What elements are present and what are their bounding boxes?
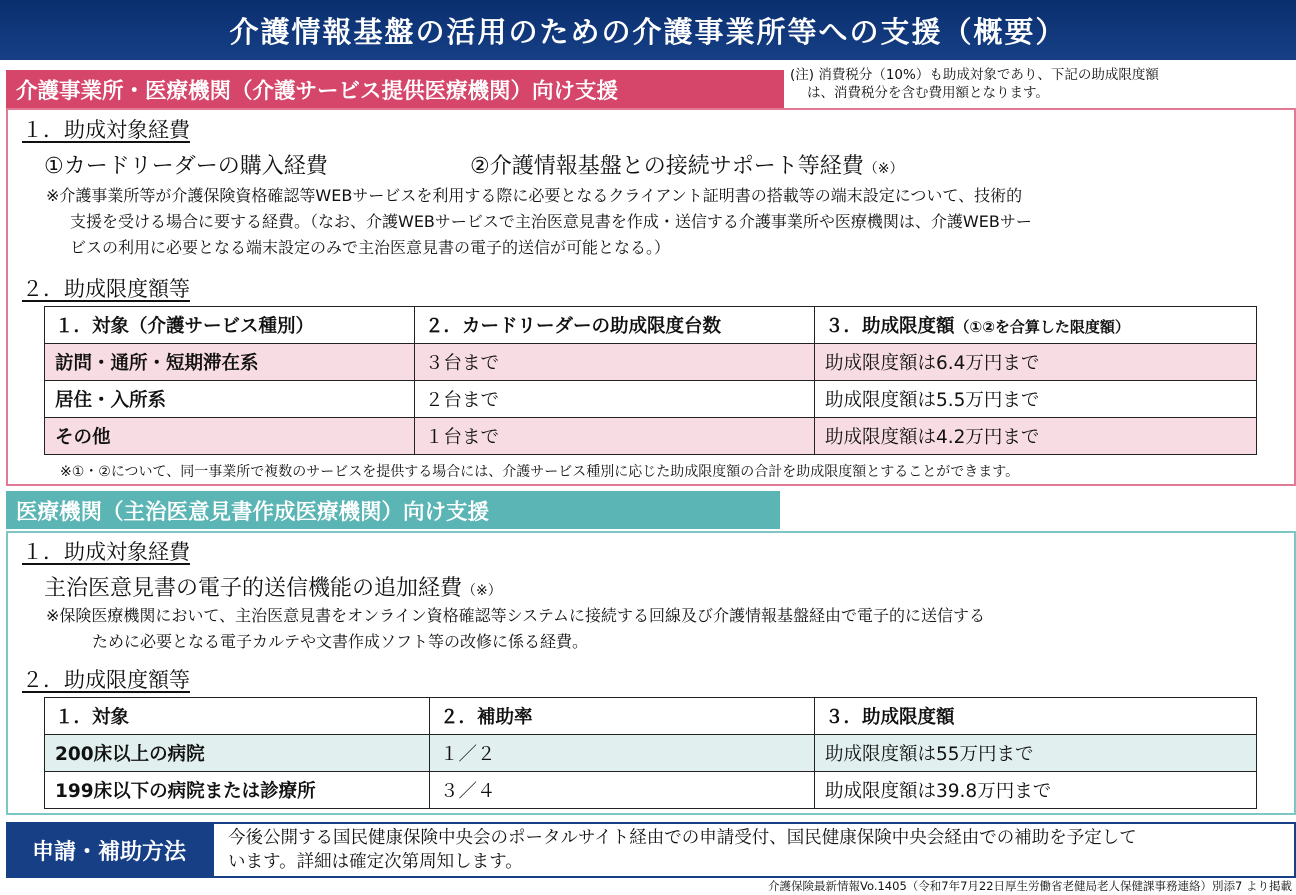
header-cell: [815, 307, 1257, 344]
tax-note-line1: (注) 消費税分（10%）も助成対象であり、下記の助成限度額: [790, 67, 1159, 83]
table-cell: 助成限度額は4.2万円まで: [815, 418, 1257, 455]
table-cell: ３台まで: [415, 344, 815, 381]
section2-heading-expenses: １．助成対象経費: [22, 540, 190, 564]
header-cell: ３．助成限度額: [815, 698, 1257, 735]
section1-para-line3: ビスの利用に必要となる端末設定のみで主治医意見書の電子的送信が可能となる。）: [70, 238, 671, 257]
table-cell: 助成限度額は39.8万円まで: [815, 772, 1257, 809]
section1-limit-table: [44, 306, 1257, 455]
table-cell-category: その他: [45, 418, 415, 455]
header-cell: ２．補助率: [430, 698, 815, 735]
header-label: ３．助成限度額: [825, 316, 955, 337]
table-cell-category: 居住・入所系: [45, 381, 415, 418]
section1-footnote: ※①・②について、同一事業所で複数のサービスを提供する場合には、介護サービス種別に応じた助成限度額の合計を助成限度額とすることができます。: [60, 464, 1020, 480]
section2-item-transmission: [44, 571, 502, 602]
tax-note: [790, 66, 1290, 102]
section1-item-card-reader: ①カードリーダーの購入経費: [44, 154, 328, 179]
section1-para-line2: 支援を受ける場合に要する経費。（なお、介護WEBサービスで主治医意見書を作成・送信する介護事業所や医療機関は、介護WEBサー: [70, 212, 1032, 231]
table-cell: ３／４: [430, 772, 815, 809]
section1-item-connection-support: [470, 149, 903, 180]
table-cell-category: 200床以上の病院: [45, 735, 430, 772]
application-line1: 今後公開する国民健康保険中央会のポータルサイト経由での申請受付、国民健康保険中央会経由での補助を予定して: [228, 828, 1137, 848]
table-cell: １／２: [430, 735, 815, 772]
table-cell: 助成限度額は6.4万円まで: [815, 344, 1257, 381]
header-cell: １．対象: [45, 698, 430, 735]
tax-note-line2: は、消費税分を含む費用額となります。: [807, 85, 1049, 101]
table-row: [45, 735, 1257, 772]
table-row: [45, 772, 1257, 809]
section2-limit-table: [44, 697, 1257, 809]
section2-item-mark: （※）: [462, 583, 502, 599]
table-cell-category: 訪問・通所・短期滞在系: [45, 344, 415, 381]
table-row: [45, 381, 1257, 418]
table-cell: ２台まで: [415, 381, 815, 418]
header-sublabel: （①②を合算した限度額）: [954, 318, 1130, 336]
page-title: 介護情報基盤の活用のための介護事業所等への支援（概要）: [229, 14, 1067, 49]
section2-heading-limits: ２．助成限度額等: [22, 668, 190, 692]
table-row: [45, 344, 1257, 381]
table-cell-category: 199床以下の病院または診療所: [45, 772, 430, 809]
application-label: 申請・補助方法: [6, 822, 212, 878]
item2-mark: （※）: [863, 161, 904, 177]
table-header-row: [45, 698, 1257, 735]
header-cell: ２．カードリーダーの助成限度台数: [415, 307, 815, 344]
table-cell: １台まで: [415, 418, 815, 455]
section1-para-line1: ※介護事業所等が介護保険資格確認等WEBサービスを利用する際に必要となるクライアント証明書の搭載等の端末設定について、技術的: [46, 186, 1023, 205]
table-cell: 助成限度額は5.5万円まで: [815, 381, 1257, 418]
table-header-row: [45, 307, 1257, 344]
table-cell: 助成限度額は55万円まで: [815, 735, 1257, 772]
table-row: [45, 418, 1257, 455]
source-citation: 介護保険最新情報Vo.1405（令和7年7月22日厚生労働省老健局老人保健課事務連絡）別添7 より掲載: [768, 879, 1292, 893]
section2-item-label: 主治医意見書の電子的送信機能の追加経費: [44, 576, 463, 601]
application-line2: います。詳細は確定次第周知します。: [228, 852, 523, 872]
section1-heading-expenses: １．助成対象経費: [22, 118, 190, 142]
section2-para-line2: ために必要となる電子カルテや文書作成ソフト等の改修に係る経費。: [92, 632, 589, 651]
section1-heading-limits: ２．助成限度額等: [22, 277, 190, 301]
title-bar: [0, 0, 1296, 60]
application-box: [212, 822, 1296, 878]
section1-header: 介護事業所・医療機関（介護サービス提供医療機関）向け支援: [6, 70, 784, 108]
header-cell: １．対象（介護サービス種別）: [45, 307, 415, 344]
section2-para-line1: ※保険医療機関において、主治医意見書をオンライン資格確認等システムに接続する回線及び介護情報基盤経由で電子的に送信する: [46, 606, 986, 625]
section2-header: 医療機関（主治医意見書作成医療機関）向け支援: [6, 491, 780, 529]
item2-label: ②介護情報基盤との接続サポート等経費: [470, 154, 864, 179]
